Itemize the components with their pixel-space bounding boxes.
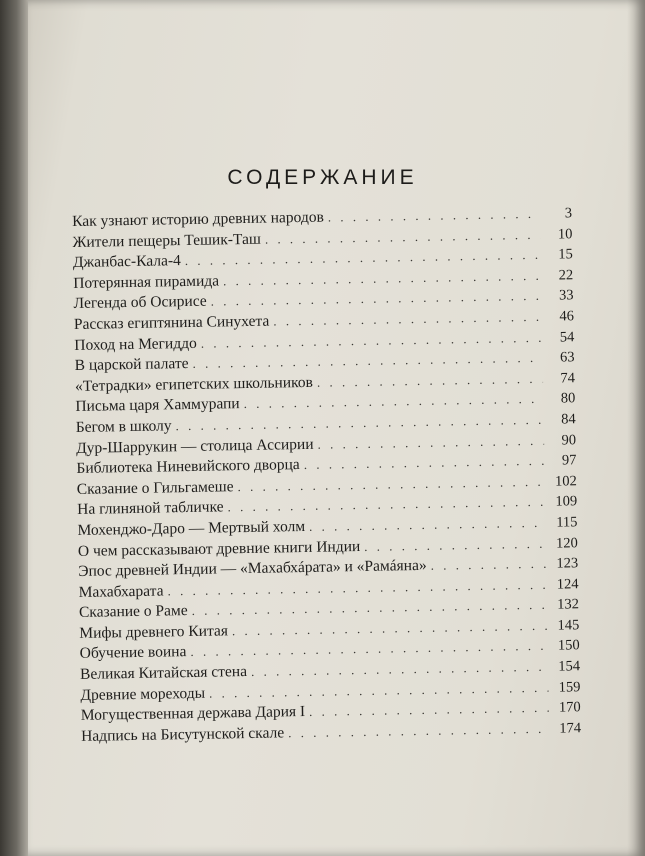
toc-entry-title: Джанбас-Кала-4 — [72, 252, 181, 272]
toc-entry-page-number: 154 — [558, 658, 581, 675]
toc-entry-title: Жители пещеры Тешик-Таш — [72, 230, 262, 251]
toc-entry-page-number: 120 — [555, 534, 578, 552]
toc-entry-title: Бегом в школу — [75, 417, 172, 436]
toc-entry-page-number: 46 — [559, 308, 575, 325]
toc-entry-title: Махабхарата — [78, 582, 164, 601]
toc-entry-title: «Тетрадки» египетских школьников — [74, 373, 314, 395]
toc-entry-title: Мифы древнего Китая — [79, 622, 229, 642]
toc-entry-page-number: 3 — [564, 205, 573, 222]
toc-entry-page-number: 109 — [555, 493, 578, 510]
toc-entry-page-number: 22 — [558, 267, 574, 284]
toc-entry-page-number: 90 — [561, 431, 577, 449]
toc-entry-page-number: 102 — [554, 472, 577, 490]
toc-entry-title: Библиотека Ниневийского дворца — [76, 456, 300, 478]
toc-entry-page-number: 123 — [556, 555, 579, 572]
toc-entry-page-number: 84 — [561, 411, 576, 428]
toc-entry-title: Поход на Мегиддо — [74, 334, 197, 354]
book-spine-shadow — [0, 0, 30, 856]
toc-entry-title: Как узнают историю древних народов — [72, 208, 324, 230]
toc-entry-title: Сказание о Гильгамеше — [76, 477, 234, 498]
toc-entry-page-number: 74 — [560, 369, 576, 387]
toc-entry-title: Дур-Шаррукин — столица Ассирии — [75, 435, 314, 457]
toc-entry-title: Сказание о Раме — [78, 602, 188, 622]
toc-entry-title: Великая Китайская стена — [79, 663, 248, 683]
toc-entry-page-number: 132 — [557, 596, 580, 613]
toc-entry-title: На глиняной табличке — [77, 498, 224, 519]
page-edge-shadow — [627, 0, 645, 856]
toc-entry-title: В царской палате — [74, 355, 189, 375]
toc-entry-title: Мохенджо-Даро — Мертвый холм — [77, 517, 306, 539]
toc-entry-page-number: 170 — [558, 699, 581, 716]
toc-entry-title: Легенда об Осирисе — [73, 293, 207, 313]
dot-leader — [430, 554, 546, 577]
toc-heading: СОДЕРЖАНИЕ — [227, 166, 418, 189]
toc-entry-title: Потерянная пирамида — [73, 272, 220, 292]
toc-entry-page-number: 174 — [559, 720, 582, 737]
toc-entry-title: Древние мореходы — [80, 684, 206, 704]
toc-entry-page-number: 115 — [556, 514, 578, 531]
table-of-contents — [72, 203, 581, 747]
toc-entry-page-number: 63 — [559, 349, 575, 366]
toc-entry-title: О чем рассказывают древние книги Индии — [77, 537, 361, 560]
toc-entry-page-number: 15 — [558, 246, 573, 263]
toc-entry-page-number: 124 — [556, 575, 579, 593]
toc-entry-title: Эпос древней Индии — «Махабхáрата» и «Рамáяна» — [78, 556, 427, 581]
toc-entry-title: Обучение воина — [79, 643, 187, 663]
toc-entry-title: Могущественная держава Дария I — [80, 703, 306, 725]
toc-entry-page-number: 33 — [558, 287, 574, 304]
toc-entry-page-number: 80 — [560, 390, 576, 407]
toc-entry-page-number: 159 — [558, 678, 581, 696]
toc-entry-title: Письма царя Хаммурапи — [75, 395, 240, 416]
toc-entry-page-number: 150 — [557, 637, 580, 655]
toc-entry-page-number: 145 — [557, 617, 580, 634]
toc-entry-title: Надпись на Бисутунской скале — [81, 724, 285, 745]
toc-entry-title: Рассказ египтянина Синухета — [73, 312, 270, 333]
toc-entry-page-number: 54 — [559, 328, 575, 346]
toc-entry-page-number: 10 — [557, 225, 573, 243]
toc-entry-page-number: 97 — [561, 452, 577, 469]
